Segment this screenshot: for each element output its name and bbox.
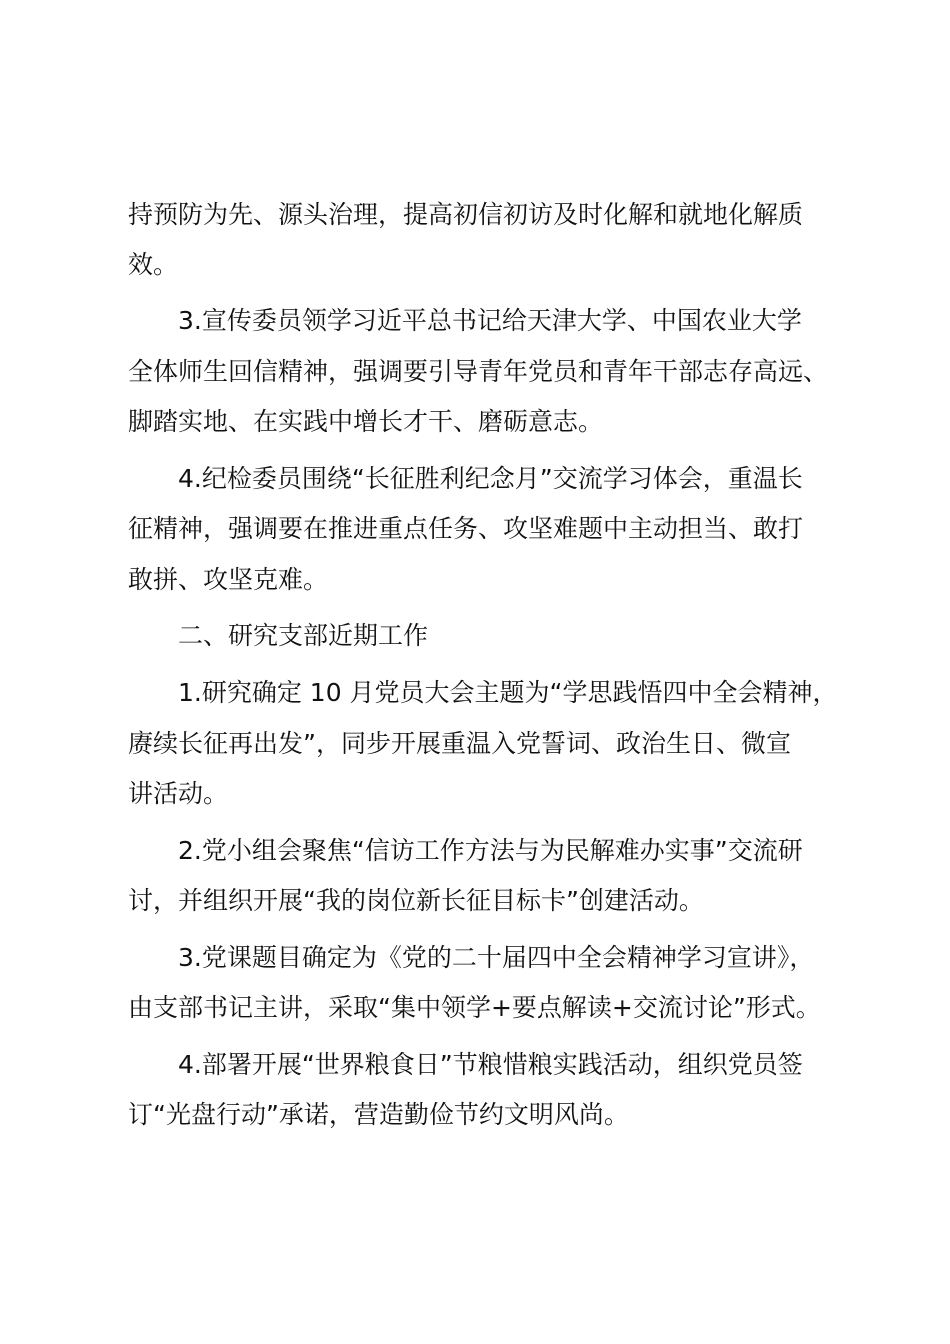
text-line: 全体师生回信精神，强调要引导青年党员和青年干部志存高远、 [128,357,829,386]
text-line: 4.部署开展“世界粮食日”节粮惜粮实践活动，组织党员签 [178,1050,803,1079]
text-line: 效。 [128,250,179,279]
text-line: 讨，并组织开展“我的岗位新长征目标卡”创建活动。 [128,886,704,915]
text-line: 赓续长征再出发”，同步开展重温入党誓词、政治生日、微宣 [128,729,791,758]
section-heading: 二、研究支部近期工作 [178,621,429,650]
text-line: 由支部书记主讲，采取“集中领学+要点解读+交流讨论”形式。 [128,993,821,1022]
text-line: 持预防为先、源头治理，提高初信初访及时化解和就地化解质 [128,200,804,229]
text-line: 脚踏实地、在实践中增长才干、磨砺意志。 [128,407,604,436]
text-line: 1.研究确定 10 月党员大会主题为“学思践悟四中全会精神， [178,678,838,707]
text-line: 讲活动。 [128,779,229,808]
text-line: 敢拼、攻坚克难。 [128,565,329,594]
text-line: 订“光盘行动”承诺，营造勤俭节约文明风尚。 [128,1100,629,1129]
text-line: 征精神，强调要在推进重点任务、攻坚难题中主动担当、敢打 [128,514,804,543]
text-line: 2.党小组会聚焦“信访工作方法与为民解难办实事”交流研 [178,836,803,865]
text-line: 3.宣传委员领学习近平总书记给天津大学、中国农业大学 [178,306,802,335]
text-line: 3.党课题目确定为《党的二十届四中全会精神学习宣讲》， [178,943,815,972]
text-line: 4.纪检委员围绕“长征胜利纪念月”交流学习体会，重温长 [178,464,803,493]
